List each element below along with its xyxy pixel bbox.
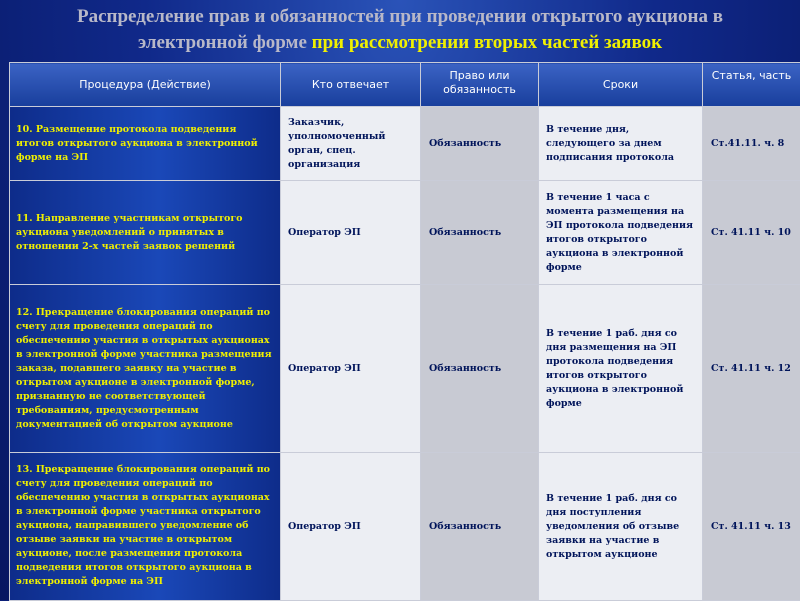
cell-type: Обязанность xyxy=(421,453,539,601)
title-line-2 xyxy=(0,30,800,56)
header-terms: Сроки xyxy=(539,63,703,107)
cell-article: Ст. 41.11 ч. 10 xyxy=(703,181,800,285)
cell-responsible: Оператор ЭП xyxy=(281,285,421,453)
header-article: Статья, часть xyxy=(703,63,800,107)
cell-type: Обязанность xyxy=(421,107,539,181)
cell-article: Ст.41.11. ч. 8 xyxy=(703,107,800,181)
cell-responsible: Заказчик, уполномоченный орган, спец. организация xyxy=(281,107,421,181)
header-right-or-duty: Право или обязанность xyxy=(421,63,539,107)
table-header-row xyxy=(10,63,800,107)
cell-responsible: Оператор ЭП xyxy=(281,453,421,601)
title-line-2-part-1: электронной форме xyxy=(138,32,307,53)
title-line-2-part-2: при рассмотрении вторых частей заявок xyxy=(307,32,662,53)
cell-procedure: 12. Прекращение блокирования операций по счету для проведения операций по обеспечению участия в открытых аукционах в электронной форме участника размещения заказа, подавшего заявку на участие в открытом аукционе в электронной форме, признанную не соответствующей требованиям, предусмотренным документацией об открытом аукционе xyxy=(10,285,281,453)
cell-article: Ст. 41.11 ч. 13 xyxy=(703,453,800,601)
cell-term: В течение 1 часа с момента размещения на ЭП протокола подведения итогов открытого аукциона в электронной форме xyxy=(539,181,703,285)
cell-procedure: 13. Прекращение блокирования операций по счету для проведения операций по обеспечению участия в открытых аукционах в электронной форме участника открытого аукциона, направившего уведомление об отзыве заявки на участие в открытом аукционе, после размещения протокола подведения итогов открытого аукциона в электронной форме на ЭП xyxy=(10,453,281,601)
cell-term: В течение дня, следующего за днем подписания протокола xyxy=(539,107,703,181)
cell-procedure: 10. Размещение протокола подведения итогов открытого аукциона в электронной форме на ЭП xyxy=(10,107,281,181)
slide-title xyxy=(0,0,800,58)
cell-type: Обязанность xyxy=(421,181,539,285)
title-line-1: Распределение прав и обязанностей при проведении открытого аукциона в xyxy=(0,4,800,30)
table-row xyxy=(10,453,800,601)
cell-procedure: 11. Направление участникам открытого аукциона уведомлений о принятых в отношении 2-х частей заявок решений xyxy=(10,181,281,285)
rights-table xyxy=(9,62,800,601)
cell-responsible: Оператор ЭП xyxy=(281,181,421,285)
header-procedure: Процедура (Действие) xyxy=(10,63,281,107)
table-row xyxy=(10,181,800,285)
cell-article: Ст. 41.11 ч. 12 xyxy=(703,285,800,453)
cell-term: В течение 1 раб. дня со дня размещения на ЭП протокола подведения итогов открытого аукциона в электронной форме xyxy=(539,285,703,453)
cell-term: В течение 1 раб. дня со дня поступления уведомления об отзыве заявки на участие в открытом аукционе xyxy=(539,453,703,601)
table-row xyxy=(10,107,800,181)
header-responsible: Кто отвечает xyxy=(281,63,421,107)
cell-type: Обязанность xyxy=(421,285,539,453)
table-row xyxy=(10,285,800,453)
